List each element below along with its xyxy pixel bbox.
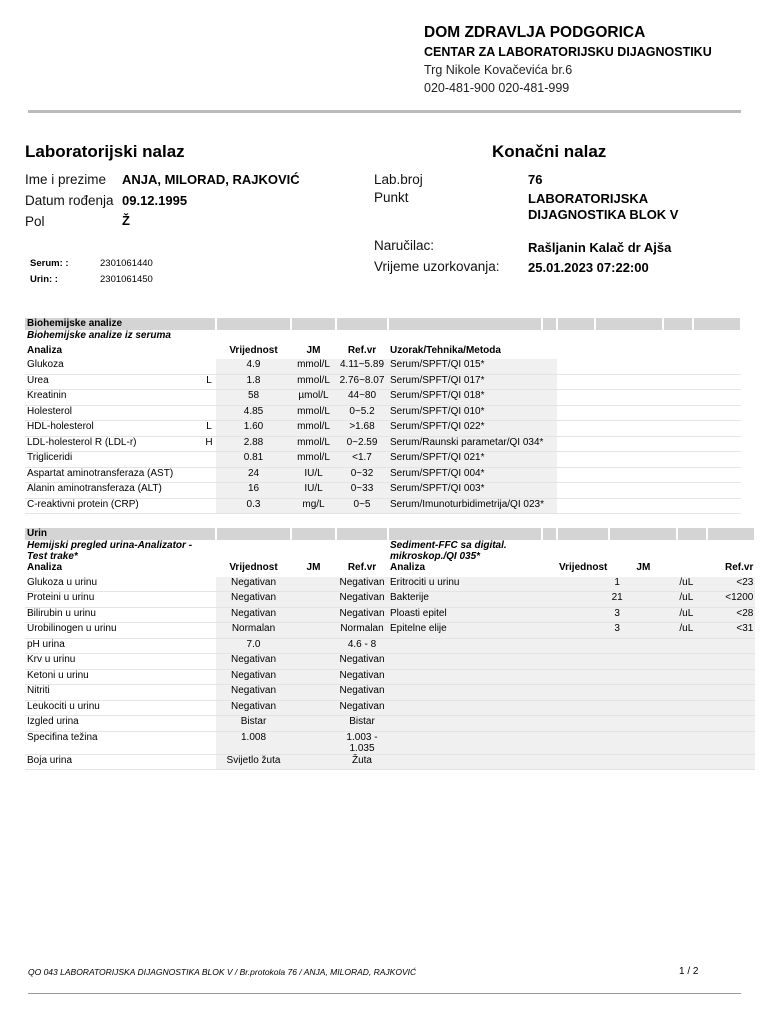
institution-address: Trg Nikole Kovačevića br.6	[424, 63, 573, 77]
urine-analysis-value: Negativan	[216, 592, 291, 608]
urine-analysis-ref: Normalan	[336, 623, 388, 639]
empty-cell	[388, 731, 755, 754]
biochem-section-title: Biohemijske analize	[25, 318, 216, 330]
labno-value: 76	[528, 172, 543, 187]
analysis-name: Holesterol	[25, 405, 202, 421]
urine-analysis-value: Normalan	[216, 623, 291, 639]
analysis-value: 1.60	[216, 421, 291, 437]
urine-analysis-value: Negativan	[216, 685, 291, 701]
empty-cell	[388, 654, 755, 670]
report-status: Konačni nalaz	[492, 142, 607, 161]
urine-col-ref: Ref.vr	[347, 562, 377, 573]
punkt-label: Punkt	[374, 190, 409, 205]
urine-analysis-unit	[291, 685, 336, 701]
urine-code: 2301061450	[100, 274, 153, 285]
biochem-header-row	[25, 345, 741, 360]
table-row	[25, 436, 741, 452]
analysis-name: Trigliceridi	[25, 452, 202, 468]
sediment-analysis-ref: <23	[707, 577, 755, 592]
urine-analysis-unit	[291, 654, 336, 670]
table-row	[25, 754, 755, 770]
analysis-value: 24	[216, 467, 291, 483]
orderer-value: Rašljanin Kalač dr Ajša	[528, 240, 672, 255]
analysis-value: 4.9	[216, 359, 291, 374]
urine-subsection-row	[25, 540, 755, 562]
analysis-ref: 4.11~5.89	[336, 359, 388, 374]
table-row	[25, 654, 755, 670]
analysis-flag	[202, 467, 216, 483]
patient-name-label: Ime i prezime	[25, 172, 107, 187]
analysis-unit: µmol/L	[291, 390, 336, 406]
analysis-name: Kreatinin	[25, 390, 202, 406]
table-row	[25, 498, 741, 514]
sediment-analysis-name: Bakterije	[388, 592, 557, 608]
urine-left-subsection: Hemijski pregled urina-Analizator - Test trake*	[27, 540, 193, 562]
sediment-analysis-value: 21	[557, 592, 677, 608]
analysis-value: 2.88	[216, 436, 291, 452]
table-row	[25, 592, 755, 608]
patient-sex: Ž	[122, 213, 130, 228]
urine-analysis-value: Negativan	[216, 700, 291, 716]
urine-analysis-name: Leukociti u urinu	[25, 700, 216, 716]
analysis-unit: IU/L	[291, 467, 336, 483]
patient-dob-label: Datum rođenja	[25, 193, 114, 208]
urine-analysis-unit	[291, 669, 336, 685]
biochem-table	[25, 318, 742, 514]
analysis-value: 16	[216, 483, 291, 499]
table-row	[25, 467, 741, 483]
sediment-analysis-unit: /uL	[677, 607, 707, 623]
urine-analysis-name: Bilirubin u urinu	[25, 607, 216, 623]
empty-cell	[557, 405, 741, 421]
sediment-col-analysis: Analiza	[390, 562, 426, 573]
analysis-method: Serum/SPFT/QI 003*	[388, 483, 557, 499]
sampling-time-label: Vrijeme uzorkovanja:	[374, 259, 500, 274]
urine-analysis-ref: Negativan	[336, 592, 388, 608]
urine-analysis-unit	[291, 577, 336, 592]
urine-analysis-ref: Negativan	[336, 654, 388, 670]
empty-cell	[388, 716, 755, 732]
urine-analysis-name: Izgled urina	[25, 716, 216, 732]
sediment-analysis-unit: /uL	[677, 577, 707, 592]
empty-cell	[557, 498, 741, 514]
analysis-ref: 2.76~8.07	[336, 374, 388, 390]
urine-analysis-value: 1.008	[216, 731, 291, 754]
urine-analysis-value: Negativan	[216, 669, 291, 685]
table-row	[25, 359, 741, 374]
analysis-ref: 0~32	[336, 467, 388, 483]
serum-label: Serum: :	[30, 258, 69, 269]
analysis-unit: mmol/L	[291, 405, 336, 421]
urine-analysis-name: Ketoni u urinu	[25, 669, 216, 685]
table-row	[25, 638, 755, 654]
header-divider	[28, 110, 741, 113]
biochem-subsection-row	[25, 330, 741, 345]
analysis-unit: IU/L	[291, 483, 336, 499]
urine-analysis-name: Urobilinogen u urinu	[25, 623, 216, 639]
footer-divider	[28, 993, 741, 994]
analysis-unit: mmol/L	[291, 452, 336, 468]
table-row	[25, 607, 755, 623]
analysis-name: HDL-holesterol	[25, 421, 202, 437]
empty-cell	[557, 436, 741, 452]
urine-analysis-unit	[291, 607, 336, 623]
patient-dob: 09.12.1995	[122, 193, 188, 208]
page-number: 1 / 2	[679, 966, 699, 977]
sediment-col-value: Vrijednost	[559, 562, 608, 573]
sampling-time-value: 25.01.2023 07:22:00	[528, 260, 649, 275]
sediment-analysis-unit: /uL	[677, 623, 707, 639]
urine-analysis-unit	[291, 700, 336, 716]
urine-analysis-unit	[291, 592, 336, 608]
analysis-unit: mmol/L	[291, 436, 336, 452]
report-title: Laboratorijski nalaz	[25, 142, 185, 161]
urine-section-title: Urin	[25, 528, 216, 540]
analysis-method: Serum/SPFT/QI 004*	[388, 467, 557, 483]
orderer-label: Naručilac:	[374, 238, 435, 253]
sediment-analysis-ref: <28	[707, 607, 755, 623]
analysis-flag: L	[202, 374, 216, 390]
urine-right-subsection: Sediment-FFC sa digital. mikroskop./QI 035*	[390, 540, 507, 562]
sediment-analysis-name: Ploasti epitel	[388, 607, 557, 623]
table-row	[25, 669, 755, 685]
labno-label: Lab.broj	[374, 172, 423, 187]
sediment-analysis-ref: <1200	[707, 592, 755, 608]
col-ref: Ref.vr	[347, 344, 377, 356]
analysis-ref: 0~2.59	[336, 436, 388, 452]
analysis-method: Serum/Raunski parametar/QI 034*	[388, 436, 557, 452]
urine-analysis-unit	[291, 754, 336, 770]
table-row	[25, 700, 755, 716]
urine-analysis-value: Svijetlo žuta	[216, 754, 291, 770]
urine-analysis-ref: Negativan	[336, 669, 388, 685]
table-row	[25, 716, 755, 732]
analysis-ref: <1.7	[336, 452, 388, 468]
analysis-unit: mmol/L	[291, 421, 336, 437]
empty-cell	[557, 390, 741, 406]
urine-analysis-ref: Žuta	[336, 754, 388, 770]
empty-cell	[388, 700, 755, 716]
sediment-analysis-value: 3	[557, 607, 677, 623]
urine-analysis-unit	[291, 638, 336, 654]
empty-cell	[557, 483, 741, 499]
analysis-unit: mg/L	[291, 498, 336, 514]
urine-analysis-name: Krv u urinu	[25, 654, 216, 670]
table-row	[25, 623, 755, 639]
analysis-ref: >1.68	[336, 421, 388, 437]
analysis-method: Serum/SPFT/QI 022*	[388, 421, 557, 437]
analysis-flag	[202, 405, 216, 421]
footer-text: QO 043 LABORATORIJSKA DIJAGNOSTIKA BLOK V / Br.protokola 76 / ANJA, MILORAD, RAJKOVIĆ	[28, 967, 417, 977]
urine-analysis-name: Glukoza u urinu	[25, 577, 216, 592]
empty-cell	[557, 467, 741, 483]
col-analysis: Analiza	[27, 344, 63, 356]
urine-label: Urin: :	[30, 274, 58, 285]
empty-cell	[557, 359, 741, 374]
urine-analysis-name: Boja urina	[25, 754, 216, 770]
analysis-unit: mmol/L	[291, 374, 336, 390]
analysis-flag	[202, 359, 216, 374]
urine-col-unit: JM	[306, 562, 321, 573]
analysis-value: 0.81	[216, 452, 291, 468]
urine-analysis-ref: Negativan	[336, 700, 388, 716]
institution-name: DOM ZDRAVLJA PODGORICA	[424, 24, 646, 41]
col-value: Vrijednost	[229, 344, 278, 356]
analysis-method: Serum/SPFT/QI 015*	[388, 359, 557, 374]
urine-analysis-name: Nitriti	[25, 685, 216, 701]
empty-cell	[388, 685, 755, 701]
analysis-ref: 44~80	[336, 390, 388, 406]
analysis-flag: H	[202, 436, 216, 452]
analysis-flag	[202, 452, 216, 468]
analysis-value: 0.3	[216, 498, 291, 514]
biochem-section-row	[25, 318, 741, 330]
analysis-flag	[202, 483, 216, 499]
urine-analysis-ref: Negativan	[336, 607, 388, 623]
urine-analysis-ref: 4.6 - 8	[336, 638, 388, 654]
analysis-ref: 0~5	[336, 498, 388, 514]
analysis-name: LDL-holesterol R (LDL-r)	[25, 436, 202, 452]
analysis-method: Serum/SPFT/QI 018*	[388, 390, 557, 406]
urine-analysis-name: pH urina	[25, 638, 216, 654]
urine-analysis-name: Specifina težina	[25, 731, 216, 754]
urine-analysis-unit	[291, 731, 336, 754]
patient-name: ANJA, MILORAD, RAJKOVIĆ	[122, 172, 300, 187]
urine-analysis-value: Bistar	[216, 716, 291, 732]
urine-analysis-ref: Negativan	[336, 685, 388, 701]
analysis-name: Alanin aminotransferaza (ALT)	[25, 483, 202, 499]
analysis-name: Urea	[25, 374, 202, 390]
sediment-analysis-ref: <31	[707, 623, 755, 639]
urine-analysis-unit	[291, 716, 336, 732]
analysis-method: Serum/SPFT/QI 017*	[388, 374, 557, 390]
urine-analysis-value: 7.0	[216, 638, 291, 654]
sediment-analysis-name: Eritrociti u urinu	[388, 577, 557, 592]
analysis-value: 58	[216, 390, 291, 406]
col-unit: JM	[306, 344, 321, 356]
patient-sex-label: Pol	[25, 214, 45, 229]
sediment-col-unit: JM	[636, 562, 651, 573]
analysis-method: Serum/Imunoturbidimetrija/QI 023*	[388, 498, 557, 514]
empty-cell	[388, 638, 755, 654]
table-row	[25, 483, 741, 499]
empty-cell	[388, 669, 755, 685]
table-row	[25, 685, 755, 701]
table-row	[25, 577, 755, 592]
serum-code: 2301061440	[100, 258, 153, 269]
analysis-ref: 0~33	[336, 483, 388, 499]
table-row	[25, 731, 755, 754]
urine-analysis-value: Negativan	[216, 654, 291, 670]
analysis-method: Serum/SPFT/QI 010*	[388, 405, 557, 421]
analysis-method: Serum/SPFT/QI 021*	[388, 452, 557, 468]
analysis-value: 1.8	[216, 374, 291, 390]
empty-cell	[557, 421, 741, 437]
analysis-unit: mmol/L	[291, 359, 336, 374]
urine-analysis-ref: 1.003 - 1.035	[336, 731, 388, 754]
analysis-value: 4.85	[216, 405, 291, 421]
urine-analysis-value: Negativan	[216, 577, 291, 592]
urine-col-value: Vrijednost	[229, 562, 278, 573]
institution-center: CENTAR ZA LABORATORIJSKU DIJAGNOSTIKU	[424, 45, 712, 59]
urine-analysis-value: Negativan	[216, 607, 291, 623]
empty-cell	[557, 374, 741, 390]
empty-cell	[557, 452, 741, 468]
analysis-ref: 0~5.2	[336, 405, 388, 421]
institution-phones: 020-481-900 020-481-999	[424, 81, 570, 95]
sediment-analysis-unit: /uL	[677, 592, 707, 608]
urine-analysis-name: Proteini u urinu	[25, 592, 216, 608]
punkt-value: LABORATORIJSKA DIJAGNOSTIKA BLOK V	[528, 191, 679, 222]
table-row	[25, 421, 741, 437]
urine-analysis-ref: Bistar	[336, 716, 388, 732]
analysis-name: Aspartat aminotransferaza (AST)	[25, 467, 202, 483]
sediment-analysis-name: Epitelne elije	[388, 623, 557, 639]
analysis-flag	[202, 498, 216, 514]
empty-cell	[388, 754, 755, 770]
urine-section-row	[25, 528, 755, 540]
biochem-subsection-title: Biohemijske analize iz seruma	[27, 330, 171, 341]
analysis-flag: L	[202, 421, 216, 437]
analysis-name: Glukoza	[25, 359, 202, 374]
sediment-analysis-value: 1	[557, 577, 677, 592]
urine-analysis-unit	[291, 623, 336, 639]
urine-header-row	[25, 562, 755, 577]
sediment-analysis-value: 3	[557, 623, 677, 639]
urine-analysis-ref: Negativan	[336, 577, 388, 592]
table-row	[25, 390, 741, 406]
urine-table	[25, 528, 756, 770]
table-row	[25, 405, 741, 421]
table-row	[25, 374, 741, 390]
col-method: Uzorak/Tehnika/Metoda	[390, 344, 501, 356]
table-row	[25, 452, 741, 468]
urine-col-analysis: Analiza	[27, 562, 63, 573]
analysis-flag	[202, 390, 216, 406]
analysis-name: C-reaktivni protein (CRP)	[25, 498, 202, 514]
sediment-col-ref: Ref.vr	[725, 562, 754, 573]
